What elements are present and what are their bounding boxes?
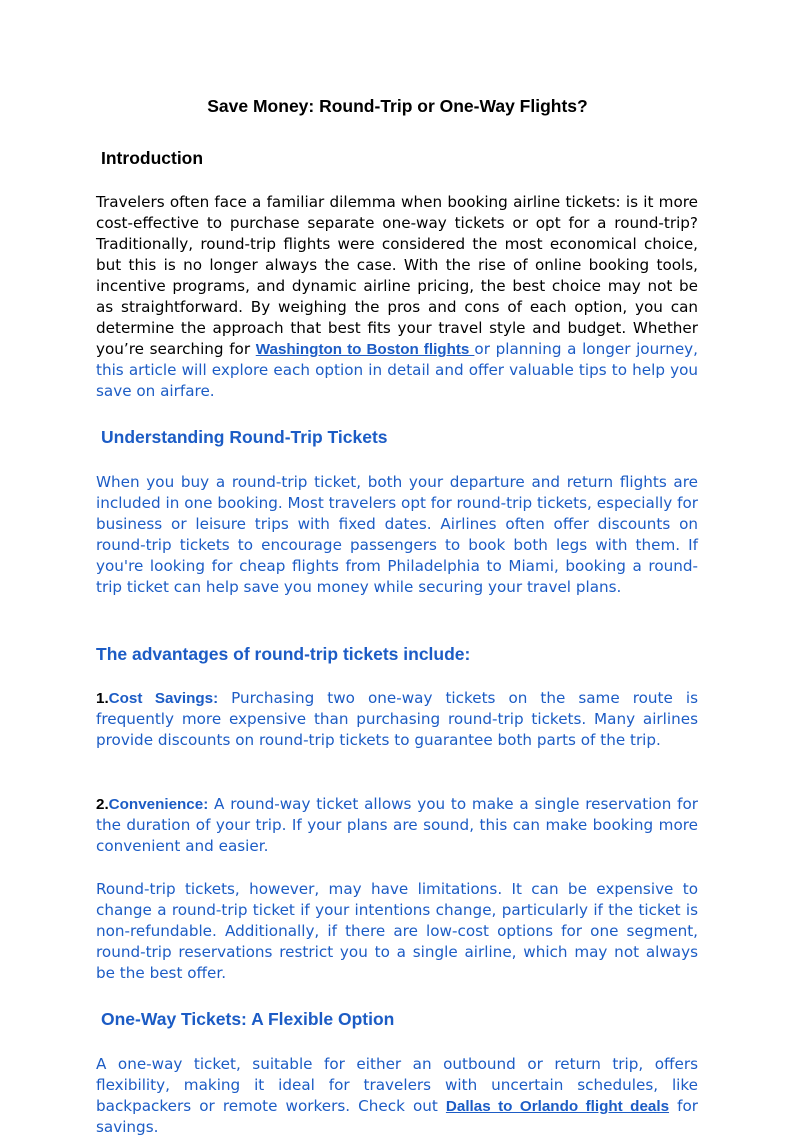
advantage-number: 2. bbox=[96, 796, 109, 813]
page-title: Save Money: Round-Trip or One-Way Flights? bbox=[207, 96, 588, 116]
limitations-paragraph: Round-trip tickets, however, may have limitations. It can be expensive to change a round-trip ticket if your intentions change, particularly if the ticket is non-refundable. Additionally, if there are low-cost options for one segment, round-trip reservations restrict you to a single airline, which may not always be the best offer. bbox=[96, 880, 698, 982]
one-way-text: A one-way ticket, suitable for either an outbound or return trip, offers flexibility, making it ideal for travelers with uncertain schedules, like backpackers or remote workers. Check out bbox=[96, 1055, 698, 1115]
intro-tail: or planning a longer journey, this article will explore each option in detail and offer valuable tips to help you save on airfare. bbox=[96, 340, 698, 400]
advantage-label: Convenience: bbox=[108, 796, 209, 813]
advantage-text: Purchasing two one-way tickets on the same route is frequently more expensive than purchasing round-trip tickets. Many airlines provide discounts on round-trip tickets to guarantee both parts of the trip. bbox=[96, 689, 698, 749]
intro-paragraph bbox=[96, 192, 698, 402]
washington-boston-link[interactable]: Washington to Boston flights bbox=[255, 341, 475, 358]
advantage-label: Cost Savings: bbox=[108, 690, 219, 707]
one-way-tail: for savings. bbox=[96, 1097, 698, 1136]
round-trip-paragraph: When you buy a round-trip ticket, both your departure and return flights are included in one booking. Most travelers opt for round-trip tickets, especially for business or leisure trips with fixed dates. Airlines often offer discounts on round-trip tickets to encourage passengers to book both legs with them. If you're looking for cheap flights from Philadelphia to Miami, booking a round-trip ticket can help save you money while securing your travel plans. bbox=[96, 473, 698, 596]
advantage-item-convenience bbox=[96, 794, 698, 857]
one-way-paragraph bbox=[96, 1054, 698, 1138]
advantage-number: 1. bbox=[96, 690, 109, 707]
intro-text: Travelers often face a familiar dilemma when booking airline tickets: is it more cost-effective to purchase separate one-way tickets or opt for a round-trip? Traditionally, round-trip flights were considered the most economical choice, but this is no longer always the case. With the rise of online booking tools, incentive programs, and dynamic airline pricing, the best choice may not be as straightforward. By weighing the pros and cons of each option, you can determine the approach that best fits your travel style and budget. Whether you’re searching for bbox=[96, 193, 698, 358]
advantages-heading: The advantages of round-trip tickets include: bbox=[96, 644, 471, 664]
one-way-heading: One-Way Tickets: A Flexible Option bbox=[101, 1009, 395, 1029]
advantage-item-cost-savings bbox=[96, 688, 698, 751]
round-trip-heading: Understanding Round-Trip Tickets bbox=[101, 427, 388, 447]
dallas-orlando-link[interactable]: Dallas to Orlando flight deals bbox=[445, 1098, 670, 1115]
advantage-text: A round-way ticket allows you to make a single reservation for the duration of your trip. If your plans are sound, this can make booking more convenient and easier. bbox=[96, 795, 698, 855]
intro-heading: Introduction bbox=[101, 148, 204, 168]
